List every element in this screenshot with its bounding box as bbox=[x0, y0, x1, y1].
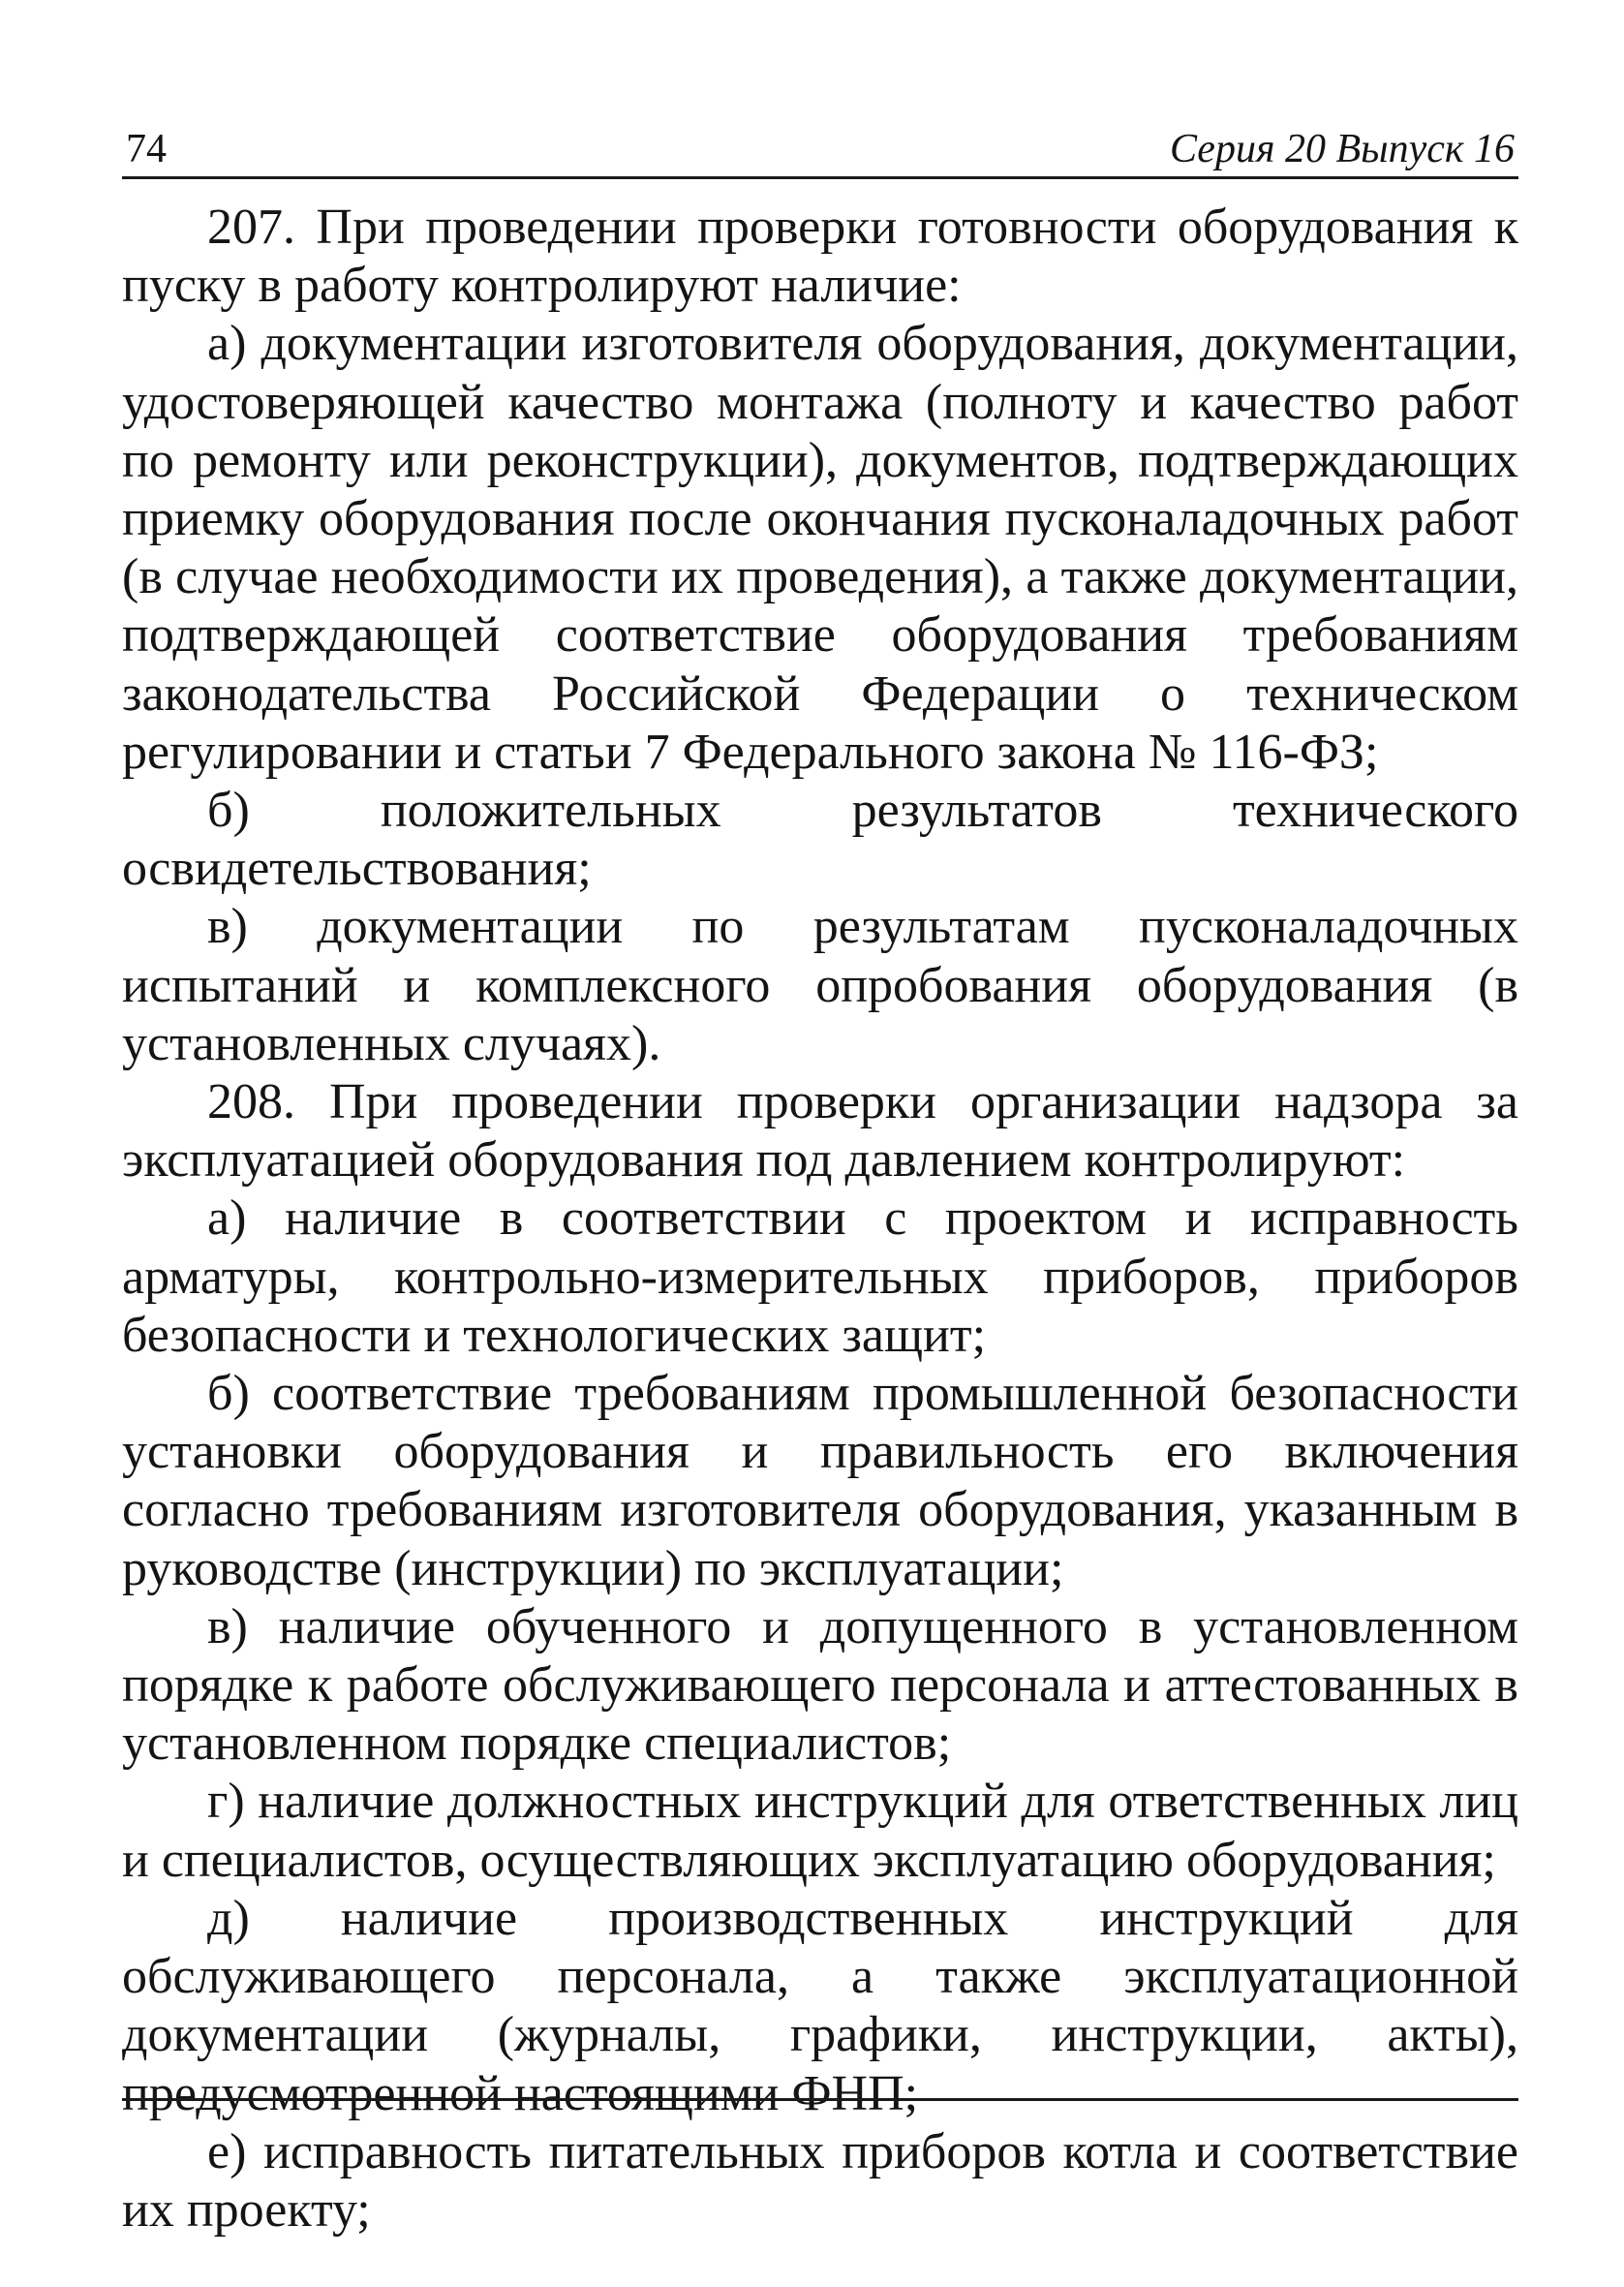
header-rule bbox=[122, 176, 1518, 179]
footer-rule bbox=[122, 2098, 1518, 2101]
paragraph-208-e: е) исправность питательных приборов котла и соответствие их проекту; bbox=[122, 2123, 1518, 2238]
paragraph-207-v: в) документации по результатам пусконаладочных испытаний и комплексного опробования оборудования (в установленных случаях). bbox=[122, 899, 1518, 1071]
paragraph-208-b: б) соответствие требованиям промышленной безопасности установки оборудования и правильность его включения согласно требованиям изготовителя оборудования, указанным в руководстве (инструкции) по эксплуатации; bbox=[122, 1366, 1518, 1596]
paragraph-208-d: д) наличие производственных инструкций для обслуживающего персонала, а также эксплуатационной документации (журналы, графики, инструкции, акты), предусмотренной настоящими ФНП; bbox=[122, 1890, 1518, 2121]
page-number: 74 bbox=[126, 127, 167, 171]
paragraph-208-a: а) наличие в соответствии с проектом и исправность арматуры, контрольно-измерительных приборов, приборов безопасности и технологических защит; bbox=[122, 1190, 1518, 1363]
paragraph-207: 207. При проведении проверки готовности оборудования к пуску в работу контролируют наличие: bbox=[122, 200, 1518, 314]
series-title: Серия 20 Выпуск 16 bbox=[1170, 127, 1515, 171]
paragraph-208-v: в) наличие обученного и допущенного в установленном порядке к работе обслуживающего персонала и аттестованных в установленном порядке специалистов; bbox=[122, 1598, 1518, 1772]
page-header bbox=[122, 124, 1518, 178]
body-text bbox=[122, 199, 1518, 2240]
paragraph-208-g: г) наличие должностных инструкций для ответственных лиц и специалистов, осуществляющих эксплуатацию оборудования; bbox=[122, 1774, 1518, 1888]
paragraph-207-b: б) положительных результатов технического освидетельствования; bbox=[122, 783, 1518, 897]
paragraph-207-a: а) документации изготовителя оборудования, документации, удостоверяющей качество монтажа (полноту и качество работ по ремонту или реконструкции), документов, подтверждающих приемку оборудования после окончания пусконаладочных работ (в случае необходимости их проведения), а также документации, подтверждающей соответствие оборудования требованиям законодательства Российской Федерации о техническом регулировании и статьи 7 Федерального закона № 116-ФЗ; bbox=[122, 316, 1518, 780]
paragraph-208: 208. При проведении проверки организации надзора за эксплуатацией оборудования под давлением контролируют: bbox=[122, 1074, 1518, 1189]
